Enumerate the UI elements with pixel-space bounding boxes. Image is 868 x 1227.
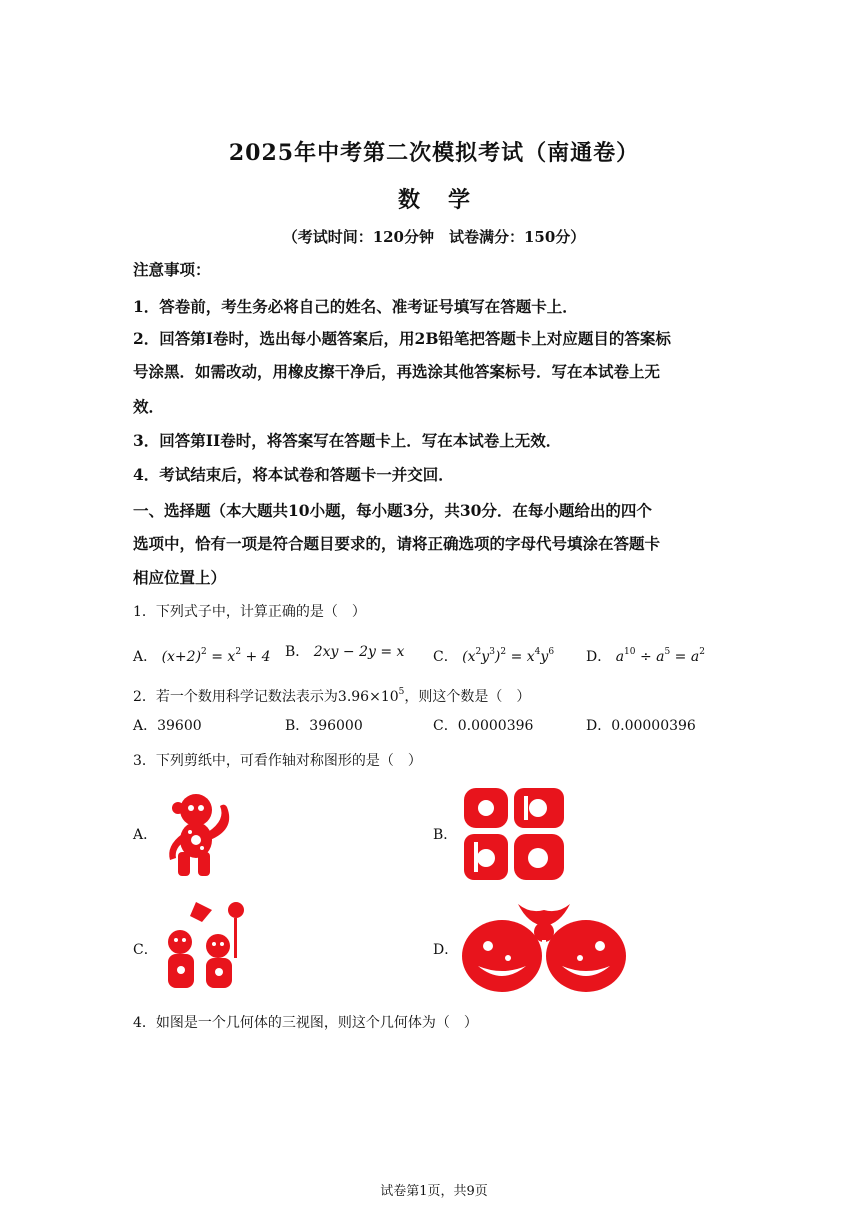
question-3-stem: 3．下列剪纸中，可看作轴对称图形的是（ ） (133, 753, 422, 769)
q1-option-c-label: C． (433, 649, 458, 665)
notice-item-2-line-2: 号涂黑．如需改动，用橡皮擦干净后，再选涂其他答案标号．写在本试卷上无 (133, 362, 661, 381)
notice-item-3: 3．回答第II卷时，将答案写在答题卡上．写在本试卷上无效． (133, 431, 562, 450)
q1-option-b (285, 642, 404, 662)
section-1-heading-line-3: 相应位置上） (133, 568, 227, 587)
q3-option-d-label: D． (433, 942, 459, 958)
exam-info: （考试时间：120分钟 试卷满分：150分） (282, 228, 586, 246)
subject-char-2: 学 (448, 187, 471, 213)
subject-char-1: 数 (397, 187, 420, 213)
q1-option-c (433, 642, 554, 667)
page-footer: 试卷第1页，共9页 (380, 1184, 488, 1199)
q2-sci-notation: $3.96\times 10^5$ (337, 687, 405, 705)
section-1-heading-line-2: 选项中，恰有一项是符合题目要求的，请将正确选项的字母代号填涂在答题卡 (133, 534, 661, 553)
children-kite-papercut-image (156, 898, 248, 994)
section-1-heading-line-1: 一、选择题（本大题共10小题，每小题3分，共30分．在每小题给出的四个 (133, 501, 652, 520)
q1-option-a-formula: $(x+2)^2 = x^2 + 4$ (161, 647, 271, 665)
q1-option-b-formula: 2xy − 2y = x (313, 644, 405, 660)
q2-option-d: D．0.00000396 (586, 718, 696, 734)
monkey-papercut-image (156, 790, 240, 878)
notice-item-1: 1．答卷前，考生务必将自己的姓名、准考证号填写在答题卡上． (133, 297, 578, 316)
question-1-stem: 1．下列式子中，计算正确的是（ ） (133, 604, 366, 620)
q1-option-c-formula: $(x^2y^3)^2 = x^4y^6$ (462, 647, 555, 665)
q1-option-a-label: A． (133, 649, 158, 665)
notice-item-4: 4．考试结束后，将本试卷和答题卡一并交回． (133, 465, 454, 484)
notice-heading: 注意事项： (133, 260, 211, 279)
notice-item-2-line-3: 效． (133, 397, 165, 416)
fu-character-papercut-image (458, 782, 570, 886)
q2-stem-pre: 2．若一个数用科学记数法表示为 (133, 689, 338, 705)
twin-fish-papercut-image (458, 896, 630, 996)
question-4-stem: 4．如图是一个几何体的三视图，则这个几何体为（ ） (133, 1015, 478, 1031)
q1-option-d-label: D． (586, 649, 612, 665)
question-2-stem (133, 681, 530, 708)
q3-option-c-label: C． (133, 942, 158, 958)
q2-option-c: C．0.0000396 (433, 718, 534, 734)
q3-option-b-label: B． (433, 827, 458, 843)
exam-title: 2025年中考第二次模拟考试（南通卷） (228, 140, 640, 166)
q1-option-a (133, 642, 271, 667)
q2-stem-post: ，则这个数是（ ） (404, 689, 531, 705)
q2-option-a: A．39600 (133, 718, 202, 734)
q1-option-d (586, 642, 705, 667)
notice-item-2-line-1: 2．回答第I卷时，选出每小题答案后，用2B铅笔把答题卡上对应题目的答案标 (133, 329, 671, 348)
q1-option-d-formula: $a^{10} \div a^5 = a^2$ (615, 647, 705, 665)
q1-option-b-label: B． (285, 644, 310, 660)
q2-option-b: B．396000 (285, 718, 363, 734)
q3-option-a-label: A． (133, 827, 158, 843)
subject-title (0, 183, 868, 214)
